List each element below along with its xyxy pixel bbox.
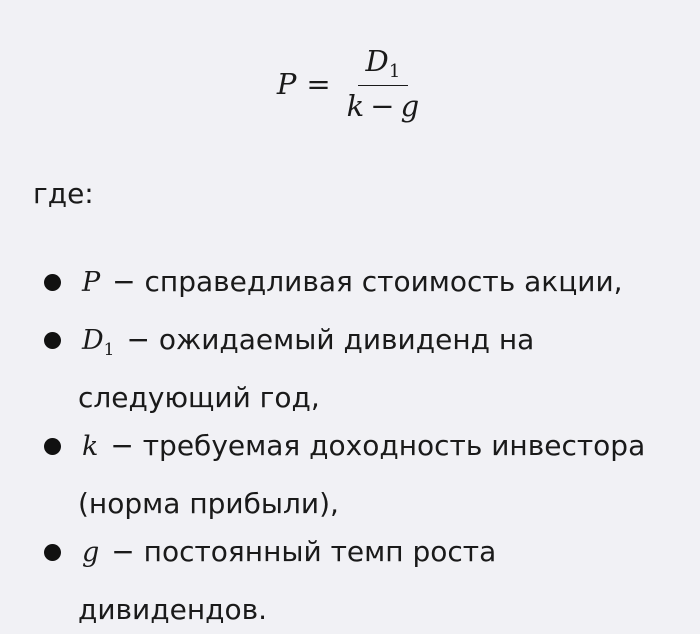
- definition-item: [0, 316, 700, 422]
- denominator-left: k: [346, 89, 365, 123]
- denominator-right: g: [400, 89, 420, 123]
- formula-denominator: [343, 86, 423, 123]
- symbol-subscript: 1: [103, 340, 115, 360]
- numerator-symbol: D: [365, 44, 389, 78]
- numerator-subscript: 1: [388, 61, 401, 82]
- definition-item: [0, 258, 700, 316]
- formula-fraction: [343, 44, 423, 123]
- gordon-formula: [0, 44, 700, 123]
- where-label: где:: [33, 177, 94, 210]
- definition-item: [0, 422, 700, 528]
- symbol-letter: P: [82, 267, 101, 298]
- formula-numerator: [358, 44, 409, 86]
- definition-text: − ожидаемый дивиденд на следующий год,: [78, 323, 535, 414]
- definition-symbol: [82, 317, 114, 374]
- bullet-icon: [44, 274, 61, 291]
- definition-text: − справедливая стоимость акции,: [112, 265, 623, 298]
- definition-text: − постоянный темп роста дивидендов.: [78, 535, 497, 626]
- symbol-letter: g: [82, 537, 100, 568]
- definition-symbol: [82, 259, 100, 316]
- formula-equals: =: [306, 66, 331, 101]
- symbol-letter: D: [82, 325, 104, 356]
- definitions-list: [0, 258, 700, 634]
- definition-item: [0, 528, 700, 634]
- bullet-icon: [44, 332, 61, 349]
- denominator-operator: −: [370, 89, 395, 123]
- definition-symbol: [82, 423, 98, 480]
- symbol-letter: k: [82, 431, 99, 462]
- bullet-icon: [44, 544, 61, 561]
- definition-text: − требуемая доходность инвестора (норма прибыли),: [78, 429, 646, 520]
- definition-symbol: [82, 529, 99, 586]
- formula-lhs: P: [276, 66, 297, 101]
- bullet-icon: [44, 438, 61, 455]
